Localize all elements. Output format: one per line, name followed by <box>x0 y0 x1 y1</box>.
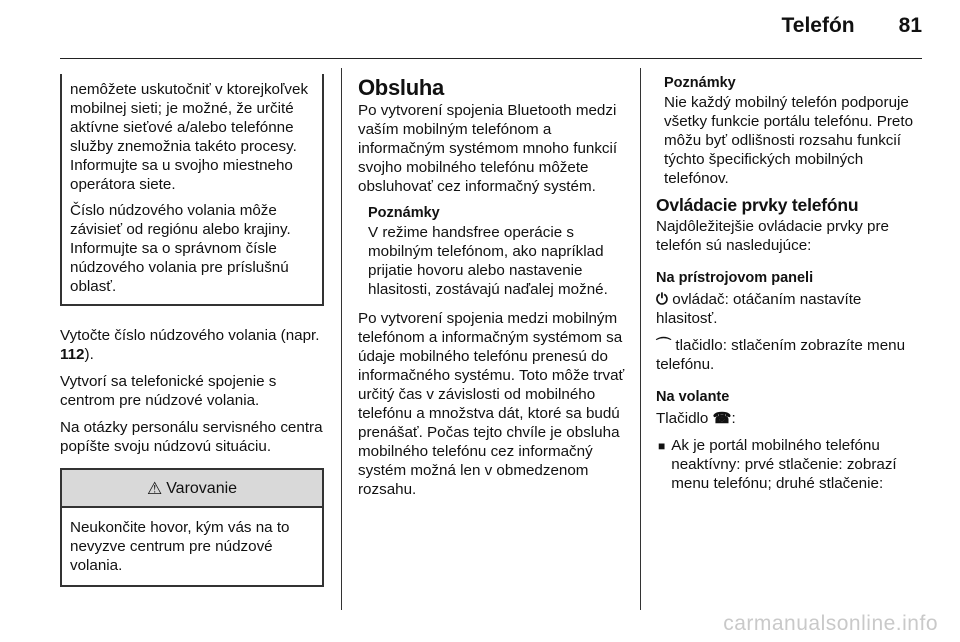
note-block <box>358 204 626 299</box>
steering-button-line: Tlačidlo ☎: <box>656 410 736 427</box>
chapter-title: Telefón <box>781 14 855 37</box>
phone-button-description: ⌒ tlačidlo: stlačením zobrazíte menu telefónu. <box>656 337 906 373</box>
power-knob-icon: ⏻ <box>656 291 669 308</box>
bullet-square-icon: ■ <box>658 439 666 453</box>
warning-box <box>60 468 324 587</box>
phone-handset-icon: ⌒ <box>656 337 672 354</box>
column-divider-2 <box>640 68 641 610</box>
column-1 <box>60 74 324 587</box>
knob-description: ⏻ ovládač: otáčaním nastavíte hlasitosť. <box>656 291 862 327</box>
column-divider-1 <box>341 68 342 610</box>
continued-notice-box <box>60 74 324 306</box>
box-paragraph-2: Číslo núdzového volania môže závisieť od regiónu alebo krajiny. Informujte sa o správnom čísle núdzového volania pre príslušnú oblasť. <box>70 202 291 295</box>
column-2 <box>358 74 626 507</box>
subheading-instrument-panel: Na prístrojovom paneli <box>656 270 814 286</box>
page-number: 81 <box>898 14 922 37</box>
warning-title: Varovanie <box>166 479 238 497</box>
section-heading-controls: Ovládacie prvky telefónu <box>656 195 859 215</box>
list-item <box>656 436 926 493</box>
obsluha-intro: Po vytvorení spojenia Bluetooth medzi vaším mobilným telefónom a informačným systémom mnoho funkcií svojho mobilného telefónu môžete obsluhovať cez informačný systém. <box>358 102 618 195</box>
header-divider <box>60 58 922 59</box>
note-block <box>656 74 926 188</box>
questions-paragraph: Na otázky personálu servisného centra popíšte svoju núdzovú situáciu. <box>60 419 323 455</box>
list-item-text: Ak je portál mobilného telefónu neaktívny: prvé stlačenie: zobrazí menu telefónu; druhé stlačenie: <box>671 437 897 492</box>
warning-triangle-icon: ⚠ <box>146 478 163 498</box>
note-label: Poznámky <box>368 205 440 221</box>
watermark: carmanualsonline.info <box>723 612 938 635</box>
controls-intro: Najdôležitejšie ovládacie prvky pre telefón sú nasledujúce: <box>656 218 889 254</box>
page-header <box>782 14 922 38</box>
connection-paragraph: Vytvorí sa telefonické spojenie s centrom pre núdzové volania. <box>60 373 277 409</box>
note-text: Nie každý mobilný telefón podporuje všetky funkcie portálu telefónu. Preto môžu byť odlišnosti rozsahu funkcií týchto špecifických mobilných telefónov. <box>664 94 914 187</box>
warning-header <box>62 470 322 508</box>
column-3 <box>656 74 926 493</box>
dial-instruction: Vytočte číslo núdzového volania (napr. 112). <box>60 327 320 363</box>
note-label: Poznámky <box>664 75 736 91</box>
section-heading-obsluha: Obsluha <box>358 75 444 100</box>
note-text: V režime handsfree operácie s mobilným telefónom, ako napríklad prijatie hovoru alebo nastavenie hlasitosti, zostávajú naďalej možné. <box>368 224 608 298</box>
subheading-steering-wheel: Na volante <box>656 389 730 405</box>
data-transfer-paragraph: Po vytvorení spojenia medzi mobilným telefónom a informačným systémom sa údaje mobilného telefónu prenesú do informačného systému. Toto môže trvať určitý čas v závislosti od mobilného telefónu a množstva dát, ktoré sa budú prenášať. Počas tejto chvíle je obsluha mobilného telefónu cez informačný systém možná len v obmedzenom rozsahu. <box>358 310 625 498</box>
box-paragraph-1: nemôžete uskutočniť v ktorejkoľvek mobilnej sieti; je možné, že určité aktívne sieťové a/alebo telefónne služby znemožnia takéto procesy. Informujte sa u svojho miestneho operátora siete. <box>70 81 309 193</box>
warning-body: Neukončite hovor, kým vás na to nevyzve centrum pre núdzové volania. <box>70 519 290 574</box>
steering-phone-icon: ☎ <box>712 410 732 427</box>
emergency-number: 112 <box>60 346 85 363</box>
